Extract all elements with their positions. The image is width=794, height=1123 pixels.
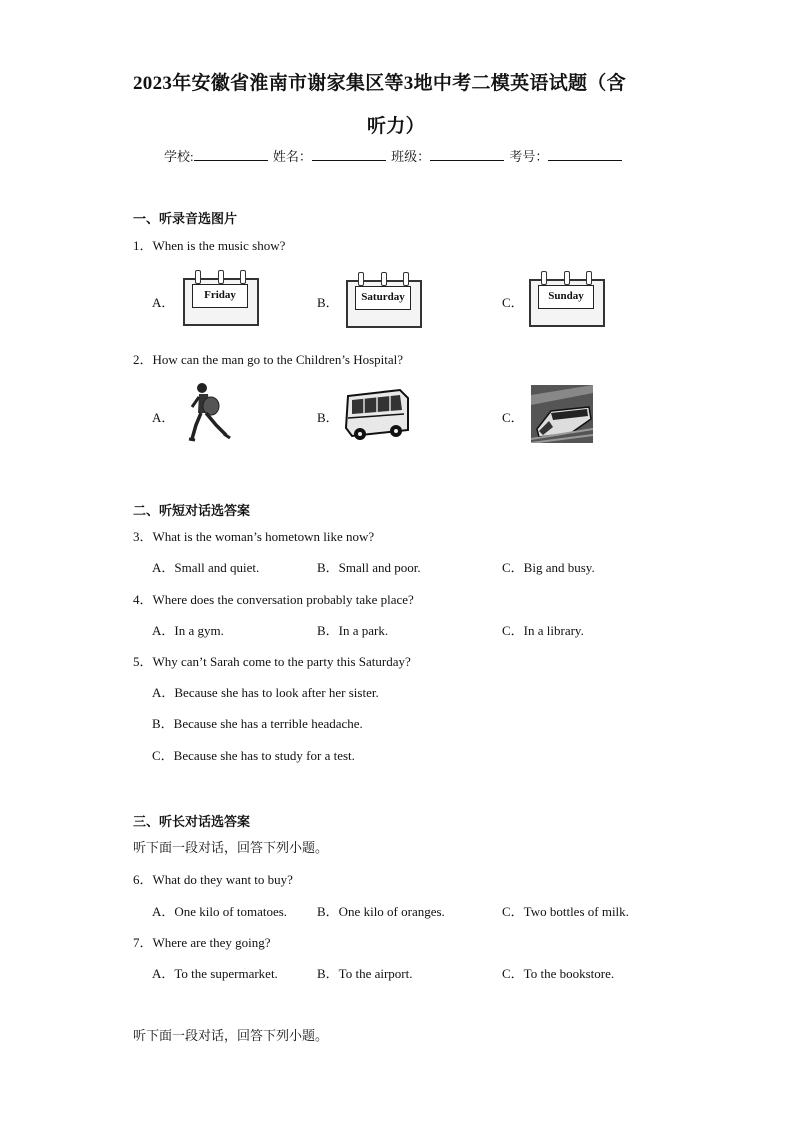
question-1-stem: 1．When is the music show? — [133, 238, 286, 253]
calendar-saturday-label: Saturday — [355, 286, 411, 310]
q2-option-c-label[interactable]: C． — [502, 410, 524, 425]
instruction-2: 听下面一段对话，回答下列小题。 — [133, 1028, 329, 1043]
q1-option-c-label[interactable]: C． — [502, 295, 524, 310]
calendar-sunday-label: Sunday — [538, 285, 594, 309]
page-title-line-2: 听力） — [367, 116, 425, 137]
number-label: 考号： — [509, 149, 549, 164]
q3-option-b[interactable]: B．Small and poor. — [317, 560, 421, 575]
student-info-row — [164, 146, 624, 165]
q5-option-c[interactable]: C．Because she has to study for a test. — [152, 748, 355, 763]
q4-option-c[interactable]: C．In a library. — [502, 623, 584, 638]
name-blank[interactable] — [312, 148, 386, 161]
q3-option-c[interactable]: C．Big and busy. — [502, 560, 595, 575]
instruction-1: 听下面一段对话，回答下列小题。 — [133, 840, 329, 855]
class-label: 班级： — [391, 149, 431, 164]
walking-man-icon[interactable] — [186, 381, 234, 443]
q5-option-a[interactable]: A．Because she has to look after her sister. — [152, 685, 379, 700]
q6-option-a[interactable]: A．One kilo of tomatoes. — [152, 904, 288, 919]
school-label: 学校: — [164, 149, 194, 164]
section-2-title: 二、听短对话选答案 — [133, 503, 251, 518]
calendar-sunday-icon[interactable] — [529, 271, 607, 329]
question-3-stem: 3．What is the woman’s hometown like now? — [133, 529, 375, 544]
school-blank[interactable] — [194, 148, 268, 161]
q4-option-a[interactable]: A．In a gym. — [152, 623, 224, 638]
q7-option-b[interactable]: B．To the airport. — [317, 966, 413, 981]
train-icon[interactable] — [531, 385, 593, 443]
question-4-stem: 4．Where does the conversation probably take place? — [133, 592, 414, 607]
number-blank[interactable] — [548, 148, 622, 161]
q6-option-c[interactable]: C．Two bottles of milk. — [502, 904, 629, 919]
question-6-stem: 6．What do they want to buy? — [133, 872, 293, 887]
question-7-stem: 7．Where are they going? — [133, 935, 271, 950]
calendar-friday-icon[interactable] — [183, 270, 261, 328]
calendar-friday-label: Friday — [192, 284, 248, 308]
q2-option-b-label[interactable]: B． — [317, 410, 339, 425]
name-label: 姓名： — [272, 149, 312, 164]
section-3-title: 三、听长对话选答案 — [133, 814, 251, 829]
q6-option-b[interactable]: B．One kilo of oranges. — [317, 904, 445, 919]
q1-option-b-label[interactable]: B． — [317, 295, 339, 310]
question-2-stem: 2．How can the man go to the Children’s Hospital? — [133, 352, 404, 367]
bus-icon[interactable] — [344, 386, 412, 444]
class-blank[interactable] — [430, 148, 504, 161]
calendar-saturday-icon[interactable] — [346, 272, 424, 330]
q4-option-b[interactable]: B．In a park. — [317, 623, 389, 638]
q7-option-a[interactable]: A．To the supermarket. — [152, 966, 278, 981]
page-title-line-1: 2023年安徽省淮南市谢家集区等3地中考二模英语试题（含 — [133, 73, 626, 94]
q2-option-a-label[interactable]: A． — [152, 410, 175, 425]
section-1-title: 一、听录音选图片 — [133, 211, 238, 226]
q7-option-c[interactable]: C．To the bookstore. — [502, 966, 615, 981]
q5-option-b[interactable]: B．Because she has a terrible headache. — [152, 716, 363, 731]
question-5-stem: 5．Why can’t Sarah come to the party this Saturday? — [133, 654, 411, 669]
q1-option-a-label[interactable]: A． — [152, 295, 175, 310]
q3-option-a[interactable]: A．Small and quiet. — [152, 560, 260, 575]
